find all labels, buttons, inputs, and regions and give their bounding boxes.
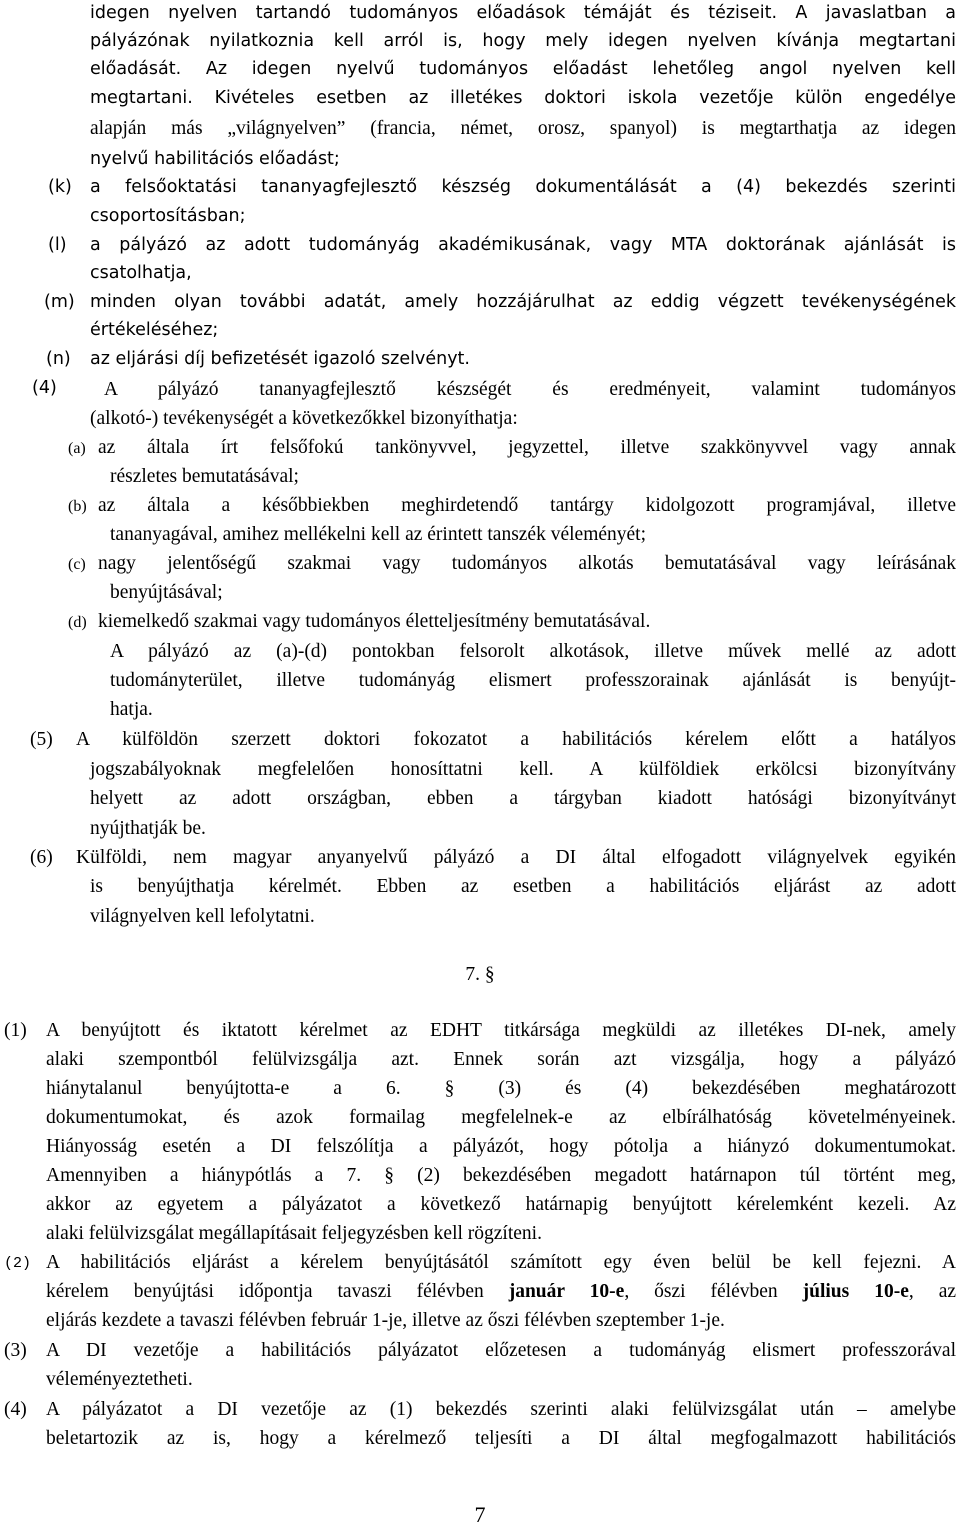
section-heading: 7. § — [465, 964, 495, 985]
text-line — [46, 1277, 956, 1307]
text-line: minden olyan további adatát, amely hozzájárulhat az eddig végzett tevékenységének — [90, 292, 956, 312]
text-line: benyújtásával; — [110, 582, 223, 603]
text-line: alaki felülvizsgálat megállapításait feljegyzésben kell rögzíteni. — [46, 1223, 542, 1244]
text-line: értékeléséhez; — [90, 320, 219, 340]
text-line: eljárás kezdete a tavaszi félévben február 1-je, illetve az őszi félévben szeptember 1-je. — [46, 1310, 725, 1331]
text-line: A pályázó az (a)-(d) pontokban felsorolt alkotások, illetve művek mellé az adott — [110, 641, 956, 662]
text-line: megtartani. Kivételes esetben az illetékes doktori iskola vezetője külön engedélye — [90, 88, 956, 108]
text-line: részletes bemutatásával; — [110, 466, 299, 487]
item-label: (m) — [44, 292, 75, 312]
text-run: , őszi félévben — [624, 1281, 803, 1302]
text-line: alapján más „világnyelven” (francia, német, orosz, spanyol) is megtarthatja az idegen — [90, 118, 956, 139]
paragraph-label: (3) — [4, 1340, 27, 1361]
text-line: dokumentumokat, és azok formailag megfelelnek-e az elbírálhatóság követelményeinek. — [46, 1107, 956, 1128]
text-line: A pályázatot a DI vezetője az (1) bekezdés szerinti alaki felülvizsgálat után – amelybe — [46, 1399, 956, 1420]
text-line: (alkotó-) tevékenységét a következőkkel bizonyíthatja: — [90, 408, 518, 429]
paragraph-label: (2) — [4, 1255, 32, 1272]
text-line: tudományterület, illetve tudományág elismert professzorainak ajánlását is benyújt- — [110, 670, 956, 691]
text-line: A pályázó tananyagfejlesztő készségét és eredményeit, valamint tudományos — [104, 379, 956, 400]
text-line: csatolhatja, — [90, 263, 192, 283]
text-line: a pályázó az adott tudományág akadémikusának, vagy MTA doktorának ajánlását is — [90, 235, 956, 255]
text-line: előadását. Az idegen nyelvű tudományos előadást lehetőleg angol nyelven kell — [90, 59, 956, 79]
text-line: az eljárási díj befizetését igazoló szelvényt. — [90, 349, 470, 369]
item-label: (n) — [46, 349, 71, 369]
text-line: pályázónak nyilatkoznia kell arról is, hogy mely idegen nyelven kívánja megtartani — [90, 31, 956, 51]
text-line: kiemelkedő szakmai vagy tudományos életteljesítmény bemutatásával. — [98, 611, 651, 632]
paragraph-label: (6) — [30, 847, 53, 868]
text-line: is benyújthatja kérelmét. Ebben az esetben a habilitációs eljárást az adott — [90, 876, 956, 897]
date-highlight: január 10-e — [508, 1281, 625, 1302]
text-line: alaki szempontból felülvizsgálja azt. Ennek során azt vizsgálja, hogy a pályázó — [46, 1049, 956, 1070]
text-line: nagy jelentőségű szakmai vagy tudományos alkotás bemutatásával vagy leírásának — [98, 553, 956, 574]
text-line: A benyújtott és iktatott kérelmet az EDHT titkársága megküldi az illetékes DI-nek, amely — [46, 1020, 956, 1041]
text-line: hatja. — [110, 699, 153, 720]
paragraph-label: (4) — [4, 1399, 27, 1420]
text-line: helyett az adott országban, ebben a tárgyban kiadott hatósági bizonyítványt — [90, 788, 956, 809]
text-line: akkor az egyetem a pályázatot a következő határnapig benyújtott kérelemként kezeli. Az — [46, 1194, 956, 1215]
text-line: jogszabályoknak megfelelően honosíttatni kell. A külföldiek erkölcsi bizonyítvány — [90, 759, 956, 780]
date-highlight: július 10-e — [802, 1281, 909, 1302]
item-label: (b) — [68, 498, 87, 515]
paragraph-label: (5) — [30, 729, 53, 750]
text-line: csoportosításban; — [90, 206, 246, 226]
paragraph-label: (1) — [4, 1020, 27, 1041]
text-line: A DI vezetője a habilitációs pályázatot előzetesen a tudományág elismert professzorával — [46, 1340, 956, 1361]
item-label: (a) — [68, 440, 86, 457]
text-line: nyelvű habilitációs előadást; — [90, 149, 340, 169]
text-line: A külföldön szerzett doktori fokozatot a habilitációs kérelem előtt a hatályos — [76, 729, 956, 750]
text-line: az általa írt felsőfokú tankönyvvel, jegyzettel, illetve szakkönyvvel vagy annak — [98, 437, 956, 458]
text-run: , az — [908, 1281, 957, 1302]
text-line: hiánytalanul benyújtotta-e a 6. § (3) és (4) bekezdésében meghatározott — [46, 1078, 956, 1099]
text-line: az általa a későbbiekben meghirdetendő tantárgy kidolgozott programjával, illetve — [98, 495, 956, 516]
text-run: kérelem benyújtási időpontja tavaszi félévben — [46, 1281, 509, 1302]
item-label: (k) — [48, 177, 72, 197]
page-number: 7 — [474, 1502, 486, 1527]
text-line: Hiányosság esetén a DI felszólítja a pályázót, hogy pótolja a hiányzó dokumentumokat. — [46, 1136, 956, 1157]
item-label: (l) — [48, 235, 67, 255]
text-line: A habilitációs eljárást a kérelem benyújtásától számított egy éven belül be kell fejezni. A — [46, 1252, 956, 1273]
text-line: Amennyiben a hiánypótlás a 7. § (2) bekezdésében megadott határnapon túl történt meg, — [46, 1165, 956, 1186]
text-line: véleményeztetheti. — [46, 1369, 193, 1390]
item-label: (c) — [68, 556, 86, 573]
paragraph-label: (4) — [32, 378, 57, 398]
text-line: nyújthatják be. — [90, 818, 206, 839]
text-line: beletartozik az is, hogy a kérelmező teljesíti a DI által megfogalmazott habilitációs — [46, 1428, 956, 1449]
item-label: (d) — [68, 614, 87, 631]
text-line: tananyagával, amihez mellékelni kell az érintett tanszék véleményét; — [110, 524, 647, 545]
text-line: Külföldi, nem magyar anyanyelvű pályázó a DI által elfogadott világnyelvek egyikén — [76, 847, 956, 868]
text-line: a felsőoktatási tananyagfejlesztő készség dokumentálását a (4) bekezdés szerinti — [90, 177, 956, 197]
text-line: világnyelven kell lefolytatni. — [90, 906, 315, 927]
text-line: idegen nyelven tartandó tudományos előadások témáját és téziseit. A javaslatban a — [90, 3, 956, 23]
